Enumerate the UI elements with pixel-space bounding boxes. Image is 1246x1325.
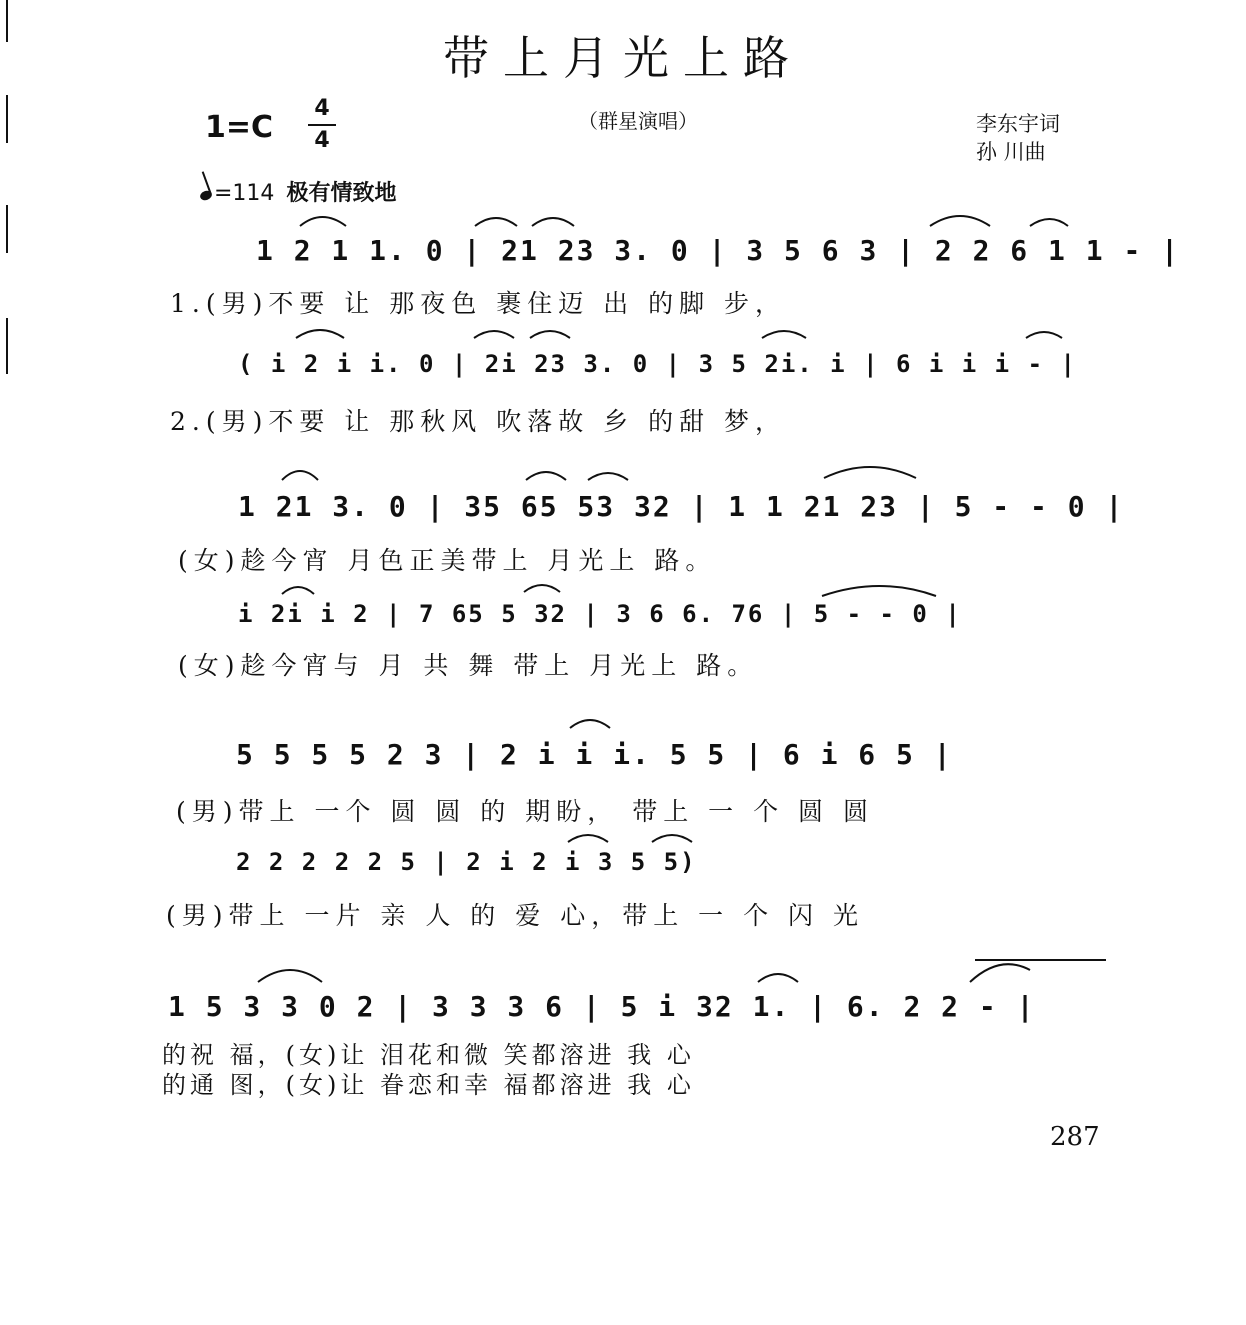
- lyric-line: (女)趁今宵 月色正美带上 月光上 路。: [178, 546, 717, 575]
- performer: （群星演唱）: [578, 109, 698, 133]
- slur-mark: [1030, 219, 1068, 226]
- key-signature: 1=C: [205, 110, 274, 145]
- composer: 孙 川曲: [976, 140, 1046, 164]
- notation-line: ( i 2 i i. 0 | 2i 23 3. 0 | 3 5 2i. i | 6 i i i - |: [238, 350, 1077, 378]
- lyric-line: 1.(男)不要 让 那夜色 裹住迈 出 的脚 步，: [170, 289, 787, 318]
- slur-mark: [824, 467, 916, 478]
- notation-line: 2 2 2 2 2 5 | 2 i 2 i 3 5 5): [236, 848, 697, 876]
- slur-mark: [474, 331, 514, 338]
- lyric-line: (男)带上 一片 亲 人 的 爱 心，带上 一 个 闪 光: [166, 901, 864, 930]
- slur-mark: [532, 218, 574, 226]
- slur-mark: [530, 331, 570, 338]
- time-signature-bottom: 4: [314, 128, 330, 153]
- slur-mark: [524, 585, 560, 592]
- page-number: 287: [1050, 1122, 1100, 1152]
- slur-mark: [296, 330, 344, 338]
- slur-mark: [652, 835, 692, 842]
- notation-line: 1 21 3. 0 | 35 65 53 32 | 1 1 21 23 | 5 - - 0 |: [238, 490, 1125, 523]
- notation-line: 5 5 5 5 2 3 | 2 i i i. 5 5 | 6 i 6 5 |: [236, 738, 953, 771]
- notation-line: 1 5 3 3 0 2 | 3 3 3 6 | 5 i 32 1. | 6. 2 2 - |: [168, 990, 1036, 1023]
- lyric-line: (女)趁今宵与 月 共 舞 带上 月光上 路。: [178, 651, 759, 680]
- slur-mark: [300, 217, 346, 226]
- time-signature-top: 4: [314, 96, 330, 121]
- lyric-line: 2.(男)不要 让 那秋风 吹落故 乡 的甜 梦，: [170, 407, 787, 436]
- lyric-line: 的祝 福，(女)让 泪花和微 笑都溶进 我 心: [162, 1041, 695, 1069]
- slur-mark: [526, 472, 566, 480]
- slur-mark: [282, 471, 318, 480]
- slur-mark: [570, 720, 610, 728]
- page-title: 带上月光上路: [443, 31, 803, 85]
- slur-mark: [568, 835, 608, 842]
- slur-mark: [762, 331, 806, 338]
- slur-mark: [1026, 332, 1062, 338]
- tempo-bpm: =114: [214, 181, 275, 206]
- slur-mark: [588, 473, 628, 480]
- slur-mark: [930, 216, 990, 226]
- notation-line: 1 2 1 1. 0 | 21 23 3. 0 | 3 5 6 3 | 2 2 6 1 1 - |: [256, 234, 1181, 267]
- expression-mark: 极有情致地: [286, 181, 397, 206]
- notation-line: i 2i i 2 | 7 65 5 32 | 3 6 6. 76 | 5 - - 0 |: [238, 600, 962, 628]
- slur-mark: [258, 970, 322, 982]
- lyric-line: (男)带上 一个 圆 圆 的 期盼， 带上 一 个 圆 圆: [176, 797, 874, 826]
- lyricist: 李东宇词: [976, 112, 1060, 136]
- lyric-line: 的通 图，(女)让 眷恋和幸 福都溶进 我 心: [162, 1071, 695, 1099]
- slur-mark: [822, 586, 936, 596]
- slur-mark: [758, 974, 798, 982]
- slur-mark: [475, 218, 517, 226]
- slur-mark: [970, 964, 1030, 982]
- slur-mark: [282, 587, 314, 594]
